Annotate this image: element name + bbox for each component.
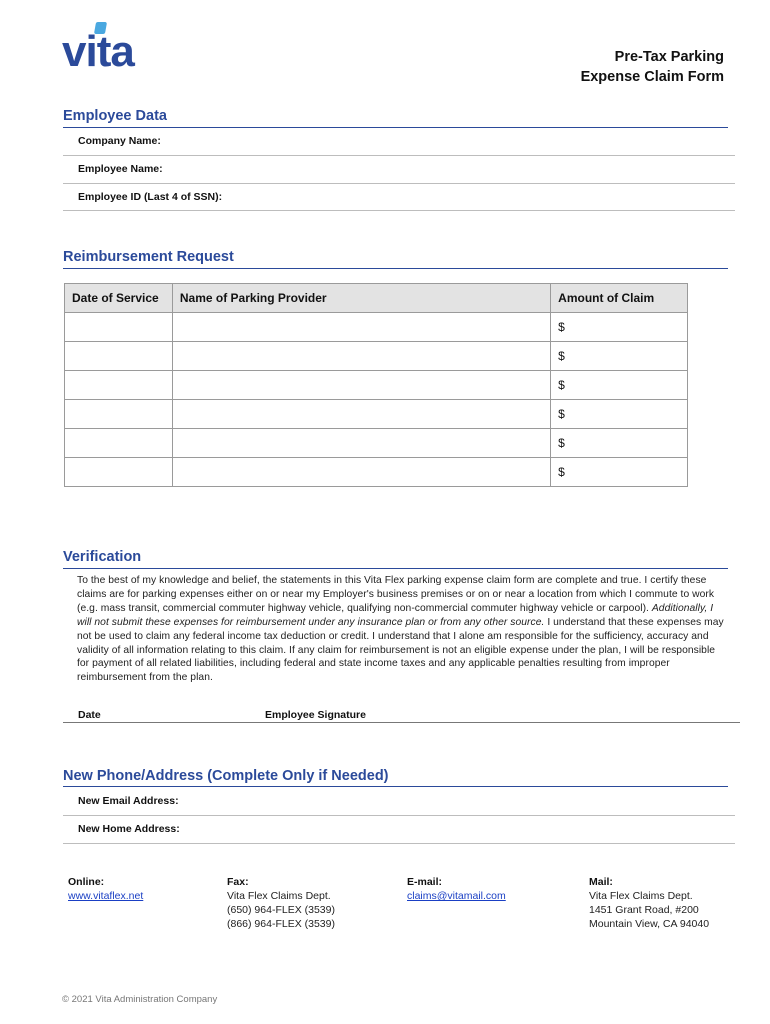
amount-cell[interactable]: $ [551, 313, 688, 342]
form-title [581, 47, 724, 87]
column-date-of-service: Date of Service [65, 284, 173, 313]
amount-cell[interactable]: $ [551, 342, 688, 371]
reimbursement-title: Reimbursement Request [63, 249, 234, 265]
mail-street: 1451 Grant Road, #200 [589, 904, 699, 916]
parking-provider-cell[interactable] [172, 429, 550, 458]
new-address-title: New Phone/Address (Complete Only if Needed) [63, 768, 389, 784]
contact-email [407, 875, 506, 903]
table-row [65, 429, 688, 458]
date-of-service-cell[interactable] [65, 458, 173, 487]
new-home-address-label: New Home Address: [78, 823, 180, 835]
email-heading: E-mail: [407, 876, 443, 888]
logo-text: vita [62, 27, 134, 76]
amount-cell[interactable]: $ [551, 458, 688, 487]
employee-id-label: Employee ID (Last 4 of SSN): [78, 191, 223, 203]
table-row [65, 371, 688, 400]
column-parking-provider: Name of Parking Provider [172, 284, 550, 313]
new-address-rule [63, 786, 728, 787]
parking-provider-cell[interactable] [172, 371, 550, 400]
table-row [65, 342, 688, 371]
contact-mail [589, 875, 709, 931]
parking-provider-cell[interactable] [172, 400, 550, 429]
online-heading: Online: [68, 876, 105, 888]
mail-city: Mountain View, CA 94040 [589, 918, 710, 930]
signature-line[interactable] [63, 722, 740, 723]
verification-rule [63, 568, 728, 569]
table-row [65, 313, 688, 342]
table-row [65, 458, 688, 487]
employee-data-title: Employee Data [63, 108, 167, 124]
verification-text-part2: I understand that these expenses may not be used to claim any federal income tax deduction or credit. I understand that I alone am responsible for the sufficiency, accuracy and validity of all information relating to this claim. If any claim for reimbursement is not an eligible expense under the plan, I will be responsible for payment of all related liabilities, including federal and state income taxes and any applicable penalties resulting from improper reimbursement from the plan. [77, 616, 724, 684]
form-title-line2: Expense Claim Form [580, 69, 724, 85]
mail-dept: Vita Flex Claims Dept. [589, 890, 693, 902]
employee-signature-label: Employee Signature [265, 709, 366, 721]
verification-text-part1: To the best of my knowledge and belief, the statements in this Vita Flex parking expense claim form are complete and true. I certify these claims are for parking expenses either on or near my Employer's business premises or on or near a location from which I commute to work (e.g. mass transit, commercial commuter highway vehicle, qualifying non-commercial commuter highway vehicle or carpool). [77, 575, 715, 614]
parking-provider-cell[interactable] [172, 458, 550, 487]
amount-cell[interactable]: $ [551, 371, 688, 400]
website-link[interactable]: www.vitaflex.net [68, 890, 144, 902]
verification-text-italic: Additionally, I will not submit these expenses for reimbursement under any insurance plan or from any other source. [77, 602, 714, 628]
contact-online [68, 875, 143, 903]
fax-heading: Fax: [227, 876, 249, 888]
date-of-service-cell[interactable] [65, 400, 173, 429]
mail-heading: Mail: [589, 876, 613, 888]
employee-data-rule [63, 127, 728, 128]
copyright-footer: © 2021 Vita Administration Company [62, 994, 218, 1005]
fax-number-2: (866) 964-FLEX (3539) [227, 918, 335, 930]
verification-title: Verification [63, 549, 142, 565]
claims-table [64, 283, 688, 487]
employee-name-label: Employee Name: [78, 163, 163, 175]
table-row [65, 400, 688, 429]
company-name-label: Company Name: [78, 135, 161, 147]
vita-logo [62, 20, 162, 76]
reimbursement-rule [63, 268, 728, 269]
parking-provider-cell[interactable] [172, 313, 550, 342]
date-of-service-cell[interactable] [65, 371, 173, 400]
claims-table-header [65, 284, 688, 313]
date-of-service-cell[interactable] [65, 342, 173, 371]
new-home-address-field[interactable] [63, 843, 735, 844]
form-title-line1: Pre-Tax Parking [614, 49, 724, 65]
amount-cell[interactable]: $ [551, 429, 688, 458]
amount-cell[interactable]: $ [551, 400, 688, 429]
date-of-service-cell[interactable] [65, 313, 173, 342]
new-email-field[interactable] [63, 815, 735, 816]
contact-fax [227, 875, 335, 931]
parking-provider-cell[interactable] [172, 342, 550, 371]
fax-dept: Vita Flex Claims Dept. [227, 890, 331, 902]
verification-statement [77, 574, 729, 685]
employee-id-field[interactable] [63, 210, 735, 211]
employee-name-field[interactable] [63, 183, 735, 184]
fax-number-1: (650) 964-FLEX (3539) [227, 904, 335, 916]
new-email-label: New Email Address: [78, 795, 179, 807]
column-amount-of-claim: Amount of Claim [551, 284, 688, 313]
email-link[interactable]: claims@vitamail.com [407, 890, 506, 902]
date-label: Date [78, 709, 101, 721]
date-of-service-cell[interactable] [65, 429, 173, 458]
company-name-field[interactable] [63, 155, 735, 156]
